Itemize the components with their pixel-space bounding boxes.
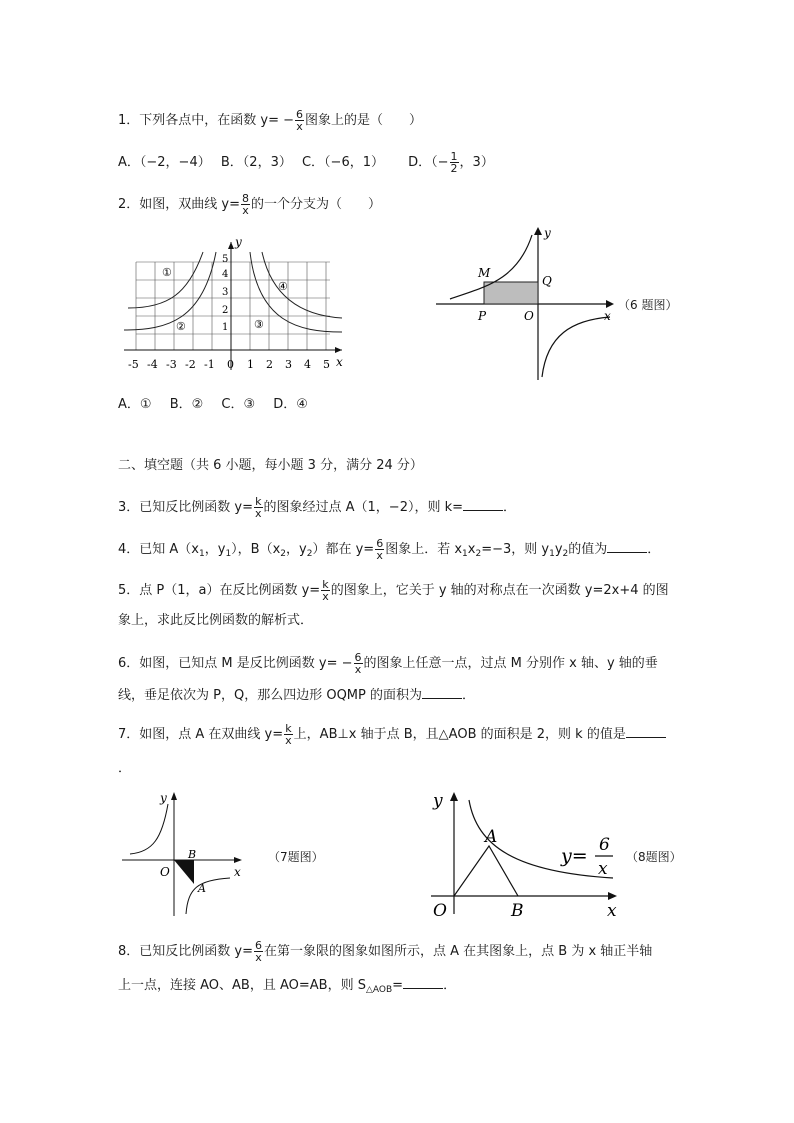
q7-fraction bbox=[284, 723, 293, 746]
fig8-caption: （8题图） bbox=[626, 850, 682, 864]
q2-x-tick: 2 bbox=[266, 358, 273, 371]
q7-denominator: x bbox=[285, 734, 292, 747]
q8-line-2-sub: △AOB bbox=[365, 985, 393, 995]
q1-suffix: 图象上的是（ ） bbox=[305, 113, 423, 128]
q2-option-b: B．② bbox=[169, 397, 204, 412]
q4-sub: 2 bbox=[562, 549, 569, 559]
q4-sub: 2 bbox=[280, 549, 287, 559]
question-1 bbox=[118, 109, 422, 132]
q7-curve-upper-left bbox=[130, 804, 168, 854]
question-8 bbox=[118, 940, 652, 963]
q7-curve-lower-right bbox=[186, 878, 230, 914]
q3-fraction bbox=[254, 496, 263, 519]
q2-curves bbox=[124, 252, 342, 332]
q8-formula-denominator: x bbox=[598, 859, 608, 879]
q8-line-2-pre: 上一点，连接 AO、AB，且 AO=AB，则 S bbox=[118, 978, 366, 993]
q2-option-d: D．④ bbox=[273, 397, 308, 412]
q4-sub: 1 bbox=[225, 549, 232, 559]
q3-numerator: k bbox=[255, 495, 262, 508]
q8-label-x: x bbox=[607, 901, 617, 920]
q8-fraction bbox=[254, 940, 263, 963]
q8-y-arrow bbox=[450, 792, 458, 801]
q1-option-d-pre: D．（− bbox=[408, 155, 449, 170]
q5-fraction bbox=[321, 579, 330, 602]
q4-sub: 1 bbox=[199, 549, 205, 559]
q2-x-ticks bbox=[128, 358, 330, 371]
q8-label-y: y bbox=[433, 791, 443, 811]
q2-x-label: x bbox=[336, 355, 343, 369]
question-6 bbox=[118, 652, 658, 675]
q6-answer-blank[interactable] bbox=[422, 698, 462, 699]
q6-label-o: O bbox=[524, 309, 534, 323]
q3-suffix: 的图象经过点 A（1，−2），则 k= bbox=[263, 500, 464, 515]
q8-line-2 bbox=[118, 978, 456, 994]
q8-formula-numerator: 6 bbox=[599, 835, 610, 855]
q7-x-arrow bbox=[234, 857, 242, 863]
q5-line-2: 象上，求此反比例函数的解析式． bbox=[118, 613, 314, 628]
q4-text: =−3，则 y bbox=[481, 542, 550, 557]
q7-label-o: O bbox=[160, 865, 170, 879]
q2-x-tick: -2 bbox=[185, 358, 196, 371]
q3-answer-blank[interactable] bbox=[463, 510, 503, 511]
q6-label-p: P bbox=[478, 309, 487, 323]
q2-x-arrow bbox=[335, 347, 342, 353]
q2-branch-label-4: ④ bbox=[278, 280, 288, 293]
q2-suffix: 的一个分支为（ ） bbox=[251, 197, 382, 212]
q2-y-tick: 4 bbox=[222, 269, 229, 280]
q4-numerator: 6 bbox=[376, 537, 384, 550]
q6-suffix: 的图象上任意一点，过点 M 分别作 x 轴、y 轴的垂 bbox=[363, 656, 658, 671]
section-2-title: 二、填空题（共 6 小题，每小题 3 分，满分 24 分） bbox=[118, 458, 423, 473]
q6-prefix: 6．如图，已知点 M 是反比例函数 y= − bbox=[118, 656, 353, 671]
q8-formula-lhs: y= bbox=[561, 845, 588, 867]
q1-option-b: B．（2，3） bbox=[220, 155, 292, 170]
q1-fraction bbox=[295, 109, 304, 132]
q2-branch-label-3: ③ bbox=[254, 318, 264, 331]
q4-text: ，y bbox=[286, 542, 307, 557]
q7-label-b: B bbox=[188, 848, 197, 861]
q2-branch-label-2: ② bbox=[176, 320, 186, 333]
q7-prefix: 7．如图，点 A 在双曲线 y= bbox=[118, 727, 284, 742]
q2-x-tick: -1 bbox=[204, 358, 215, 371]
q5-numerator: k bbox=[322, 578, 329, 591]
q2-x-tick: -4 bbox=[147, 358, 158, 371]
q8-label-b: B bbox=[511, 901, 524, 920]
q7-y-arrow bbox=[171, 792, 177, 800]
q1-option-d-fraction bbox=[450, 151, 459, 174]
q7-line-2: ． bbox=[118, 761, 132, 776]
q4-text: ）都在 y= bbox=[312, 542, 375, 557]
q8-prefix: 8．已知反比例函数 y= bbox=[118, 944, 253, 959]
q7-suffix: 上，AB⊥x 轴于点 B，且△AOB 的面积是 2，则 k 的值是 bbox=[293, 727, 626, 742]
q7-label-a: A bbox=[198, 882, 206, 895]
q4-end: ． bbox=[647, 542, 661, 557]
q2-x-tick: 1 bbox=[247, 358, 254, 371]
fig7-caption: （7题图） bbox=[268, 850, 324, 864]
q1-denominator: x bbox=[296, 120, 303, 133]
q1-numerator: 6 bbox=[296, 108, 304, 121]
q8-figure bbox=[425, 786, 623, 920]
q6-figure bbox=[432, 225, 622, 385]
q1-option-d-denominator: 2 bbox=[450, 162, 458, 175]
q6-numerator: 6 bbox=[354, 651, 362, 664]
q7-numerator: k bbox=[285, 722, 292, 735]
q1-option-d bbox=[408, 150, 494, 175]
question-2 bbox=[118, 193, 381, 216]
q2-x-tick: 5 bbox=[323, 358, 330, 371]
q1-option-c: C．（−6，1） bbox=[301, 155, 384, 170]
q2-numerator: 8 bbox=[242, 192, 249, 205]
q2-denominator: x bbox=[242, 204, 249, 217]
q2-x-tick: -5 bbox=[128, 358, 139, 371]
q4-text: 的值为 bbox=[568, 542, 608, 557]
q2-hyperbola-figure bbox=[118, 232, 348, 372]
q4-text: 4．已知 A（x bbox=[118, 542, 199, 557]
question-7 bbox=[118, 723, 666, 746]
q4-sub: 2 bbox=[306, 549, 313, 559]
question-4 bbox=[118, 538, 660, 561]
q6-end: ． bbox=[462, 688, 476, 703]
q5-prefix: 5．点 P（1，a）在反比例函数 y= bbox=[118, 583, 321, 598]
q8-line-2-post: = bbox=[392, 978, 404, 993]
fig6-caption: （6 题图） bbox=[618, 298, 678, 312]
q5-denominator: x bbox=[322, 590, 329, 603]
q2-y-tick: 1 bbox=[222, 322, 229, 333]
q2-x-tick: 4 bbox=[304, 358, 311, 371]
q4-answer-blank[interactable] bbox=[607, 552, 647, 553]
q1-option-a: A．（−2，−4） bbox=[118, 155, 211, 170]
q6-label-q: Q bbox=[542, 274, 552, 288]
q8-end: ． bbox=[443, 978, 457, 993]
q2-y-label: y bbox=[235, 235, 242, 249]
q7-triangle-aob bbox=[174, 860, 194, 884]
q4-sub: 2 bbox=[475, 549, 482, 559]
q2-options bbox=[118, 397, 308, 413]
q1-option-d-post: ，3） bbox=[459, 155, 494, 170]
q8-numerator: 6 bbox=[255, 939, 262, 952]
q2-branch-label-1: ① bbox=[162, 266, 172, 279]
q7-label-y: y bbox=[160, 791, 167, 805]
q6-fraction bbox=[354, 652, 363, 675]
q6-curve-lower-right bbox=[542, 317, 610, 377]
q7-label-x: x bbox=[234, 865, 241, 879]
q8-label-o: O bbox=[433, 901, 447, 920]
q4-text: 图象上．若 x bbox=[385, 542, 463, 557]
q2-x-tick: 0 bbox=[227, 358, 234, 371]
q5-suffix: 的图象上，它关于 y 轴的对称点在一次函数 y=2x+4 的图 bbox=[330, 583, 669, 598]
q6-y-arrow bbox=[534, 227, 542, 235]
q2-x-tick: -3 bbox=[166, 358, 177, 371]
q2-fraction bbox=[241, 193, 250, 216]
q4-text: ，y bbox=[204, 542, 226, 557]
q8-label-a: A bbox=[485, 827, 498, 847]
q6-denominator: x bbox=[354, 663, 362, 676]
q4-sub: 1 bbox=[462, 549, 468, 559]
q7-answer-blank[interactable] bbox=[626, 737, 666, 738]
q1-option-d-numerator: 1 bbox=[450, 150, 458, 163]
q6-label-y: y bbox=[544, 226, 551, 240]
q8-denominator: x bbox=[255, 951, 262, 964]
q4-text: ），B（x bbox=[231, 542, 281, 557]
q2-y-tick: 3 bbox=[222, 287, 229, 298]
q3-end: ． bbox=[503, 500, 517, 515]
q6-rectangle-oqmp bbox=[484, 282, 538, 304]
question-3 bbox=[118, 496, 516, 519]
q2-option-c: C．③ bbox=[221, 397, 256, 412]
q8-x-arrow bbox=[608, 892, 617, 900]
q4-fraction bbox=[375, 538, 384, 561]
q6-label-m: M bbox=[478, 266, 491, 280]
q6-label-x: x bbox=[604, 309, 611, 323]
q2-y-tick: 2 bbox=[222, 305, 229, 316]
q4-sub: 1 bbox=[549, 549, 555, 559]
q8-triangle-aob bbox=[454, 846, 518, 896]
q8-suffix: 在第一象限的图象如图所示，点 A 在其图象上，点 B 为 x 轴正半轴 bbox=[264, 944, 653, 959]
question-5 bbox=[118, 579, 669, 602]
q6-x-arrow bbox=[606, 300, 614, 308]
q8-answer-blank[interactable] bbox=[403, 988, 443, 989]
q3-prefix: 3．已知反比例函数 y= bbox=[118, 500, 253, 515]
q4-text: y bbox=[554, 542, 563, 557]
q2-option-a: A．① bbox=[118, 397, 152, 412]
q2-y-arrow bbox=[228, 242, 234, 249]
q2-x-tick: 3 bbox=[285, 358, 292, 371]
q1-options bbox=[118, 151, 494, 174]
q4-denominator: x bbox=[376, 549, 383, 562]
q2-y-ticks bbox=[222, 254, 228, 333]
q2-prefix: 2．如图，双曲线 y= bbox=[118, 197, 240, 212]
q7-figure bbox=[118, 788, 248, 918]
q3-denominator: x bbox=[255, 507, 262, 520]
q2-curve-2 bbox=[124, 252, 216, 330]
q6-line-2-text: 线，垂足依次为 P，Q，那么四边形 OQMP 的面积为 bbox=[118, 688, 422, 703]
q2-y-tick: 5 bbox=[222, 254, 229, 265]
q6-line-2 bbox=[118, 688, 475, 704]
q4-text: x bbox=[467, 542, 476, 557]
q1-prefix: 1．下列各点中，在函数 y= − bbox=[118, 113, 295, 128]
